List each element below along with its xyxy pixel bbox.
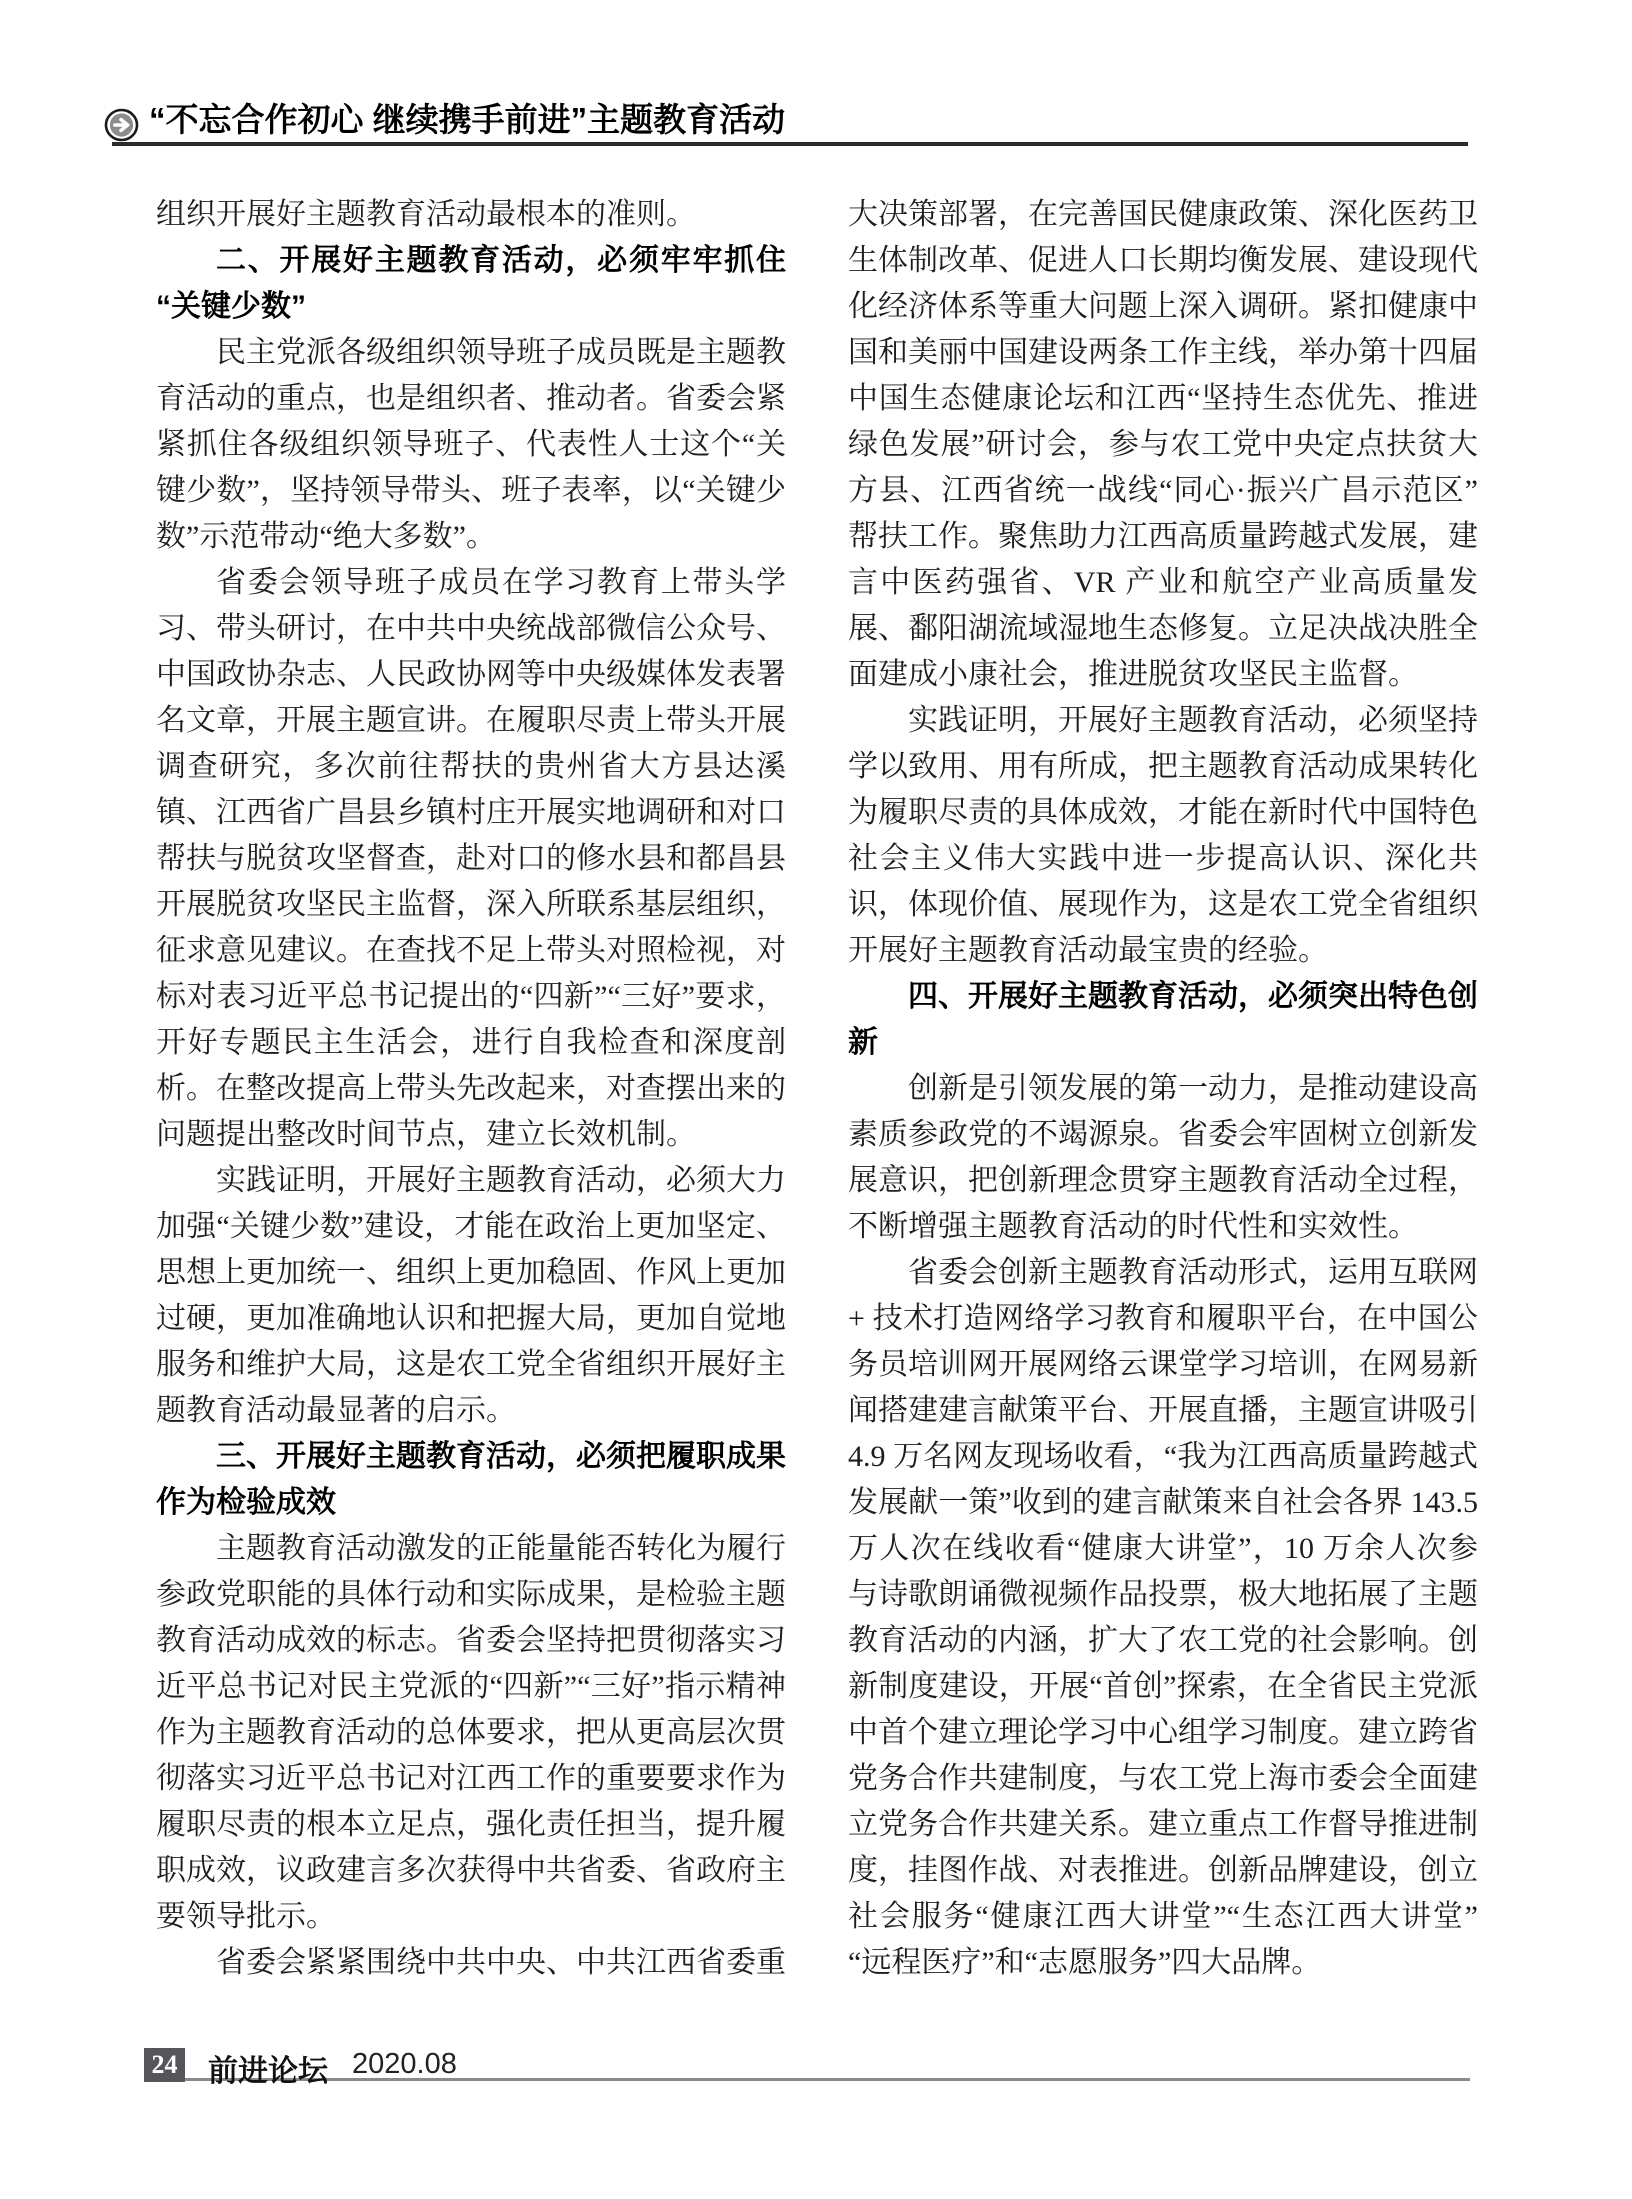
right-column bbox=[848, 192, 1478, 1986]
article-body bbox=[156, 192, 1478, 1986]
header-rule bbox=[112, 142, 1468, 146]
paragraph: 省委会领导班子成员在学习教育上带头学习、带头研讨，在中共中央统战部微信公众号、中国政协杂志、人民政协网等中央级媒体发表署名文章，开展主题宣讲。在履职尽责上带头开展调查研究，多次前往帮扶的贵州省大方县达溪镇、江西省广昌县乡镇村庄开展实地调研和对口帮扶与脱贫攻坚督查，赴对口的修水县和都昌县开展脱贫攻坚民主监督，深入所联系基层组织，征求意见建议。在查找不足上带头对照检视，对标对表习近平总书记提出的“四新”“三好”要求，开好专题民主生活会，进行自我检查和深度剖析。在整改提高上带头先改起来，对查摆出来的问题提出整改时间节点，建立长效机制。 bbox=[156, 566, 786, 1151]
paragraph: 创新是引领发展的第一动力，是推动建设高素质参政党的不竭源泉。省委会牢固树立创新发展意识，把创新理念贯穿主题教育活动全过程，不断增强主题教育活动的时代性和实效性。 bbox=[848, 1072, 1478, 1243]
paragraph: 民主党派各级组织领导班子成员既是主题教育活动的重点，也是组织者、推动者。省委会紧紧抓住各级组织领导班子、代表性人士这个“关键少数”，坚持领导带头、班子表率，以“关键少数”示范带动“绝大多数”。 bbox=[156, 336, 786, 553]
left-column bbox=[156, 192, 786, 1986]
page-number-badge: 24 bbox=[144, 2048, 185, 2082]
section-heading: 二、开展好主题教育活动，必须牢牢抓住“关键少数” bbox=[156, 244, 786, 323]
paragraph: 组织开展好主题教育活动最根本的准则。 bbox=[156, 198, 696, 231]
paragraph: 省委会紧紧围绕中共中央、中共江西省委重 bbox=[216, 1946, 786, 1979]
paragraph: 省委会创新主题教育活动形式，运用互联网 + 技术打造网络学习教育和履职平台，在中国公务员培训网开展网络云课堂学习培训，在网易新闻搭建建言献策平台、开展直播，主题宣讲吸引 4.9 万名网友现场收看，“我为江西高质量跨越式发展献一策”收到的建言献策来自社会各界 143.5 万人次在线收看“健康大讲堂”，10 万余人次参与诗歌朗诵微视频作品投票，极大地拓展了主题教育活动的内涵，扩大了农工党的社会影响。创新制度建设，开展“首创”探索，在全省民主党派中首个建立理论学习中心组学习制度。建立跨省党务合作共建制度，与农工党上海市委会全面建立党务合作共建关系。建立重点工作督导推进制度，挂图作战、对表推进。创新品牌建设，创立社会服务“健康江西大讲堂”“生态江西大讲堂”“远程医疗”和“志愿服务”四大品牌。 bbox=[848, 1256, 1478, 1979]
paragraph: 大决策部署，在完善国民健康政策、深化医药卫生体制改革、促进人口长期均衡发展、建设现代化经济体系等重大问题上深入调研。紧扣健康中国和美丽中国建设两条工作主线，举办第十四届中国生态健康论坛和江西“坚持生态优先、推进绿色发展”研讨会，参与农工党中央定点扶贫大方县、江西省统一战线“同心·振兴广昌示范区”帮扶工作。聚焦助力江西高质量跨越式发展，建言中医药强省、VR 产业和航空产业高质量发展、鄱阳湖流域湿地生态修复。立足决战决胜全面建成小康社会，推进脱贫攻坚民主监督。 bbox=[848, 198, 1478, 691]
page-title: “不忘合作初心 继续携手前进”主题教育活动 bbox=[149, 101, 786, 138]
paragraph: 实践证明，开展好主题教育活动，必须大力加强“关键少数”建设，才能在政治上更加坚定、思想上更加统一、组织上更加稳固、作风上更加过硬，更加准确地认识和把握大局，更加自觉地服务和维护大局，这是农工党全省组织开展好主题教育活动最显著的启示。 bbox=[156, 1164, 786, 1427]
paragraph: 实践证明，开展好主题教育活动，必须坚持学以致用、用有所成，把主题教育活动成果转化为履职尽责的具体成效，才能在新时代中国特色社会主义伟大实践中进一步提高认识、深化共识，体现价值、展现作为，这是农工党全省组织开展好主题教育活动最宝贵的经验。 bbox=[848, 704, 1478, 967]
issue-date: 2020.08 bbox=[352, 2048, 457, 2080]
section-heading: 三、开展好主题教育活动，必须把履职成果作为检验成效 bbox=[156, 1440, 786, 1519]
arrow-right-icon bbox=[103, 107, 141, 145]
section-heading: 四、开展好主题教育活动，必须突出特色创新 bbox=[848, 980, 1478, 1059]
journal-name: 前进论坛 bbox=[208, 2055, 328, 2088]
paragraph: 主题教育活动激发的正能量能否转化为履行参政党职能的具体行动和实际成果，是检验主题教育活动成效的标志。省委会坚持把贯彻落实习近平总书记对民主党派的“四新”“三好”指示精神作为主题教育活动的总体要求，把从更高层次贯彻落实习近平总书记对江西工作的重要要求作为履职尽责的根本立足点，强化责任担当，提升履职成效，议政建言多次获得中共省委、省政府主要领导批示。 bbox=[156, 1532, 786, 1933]
